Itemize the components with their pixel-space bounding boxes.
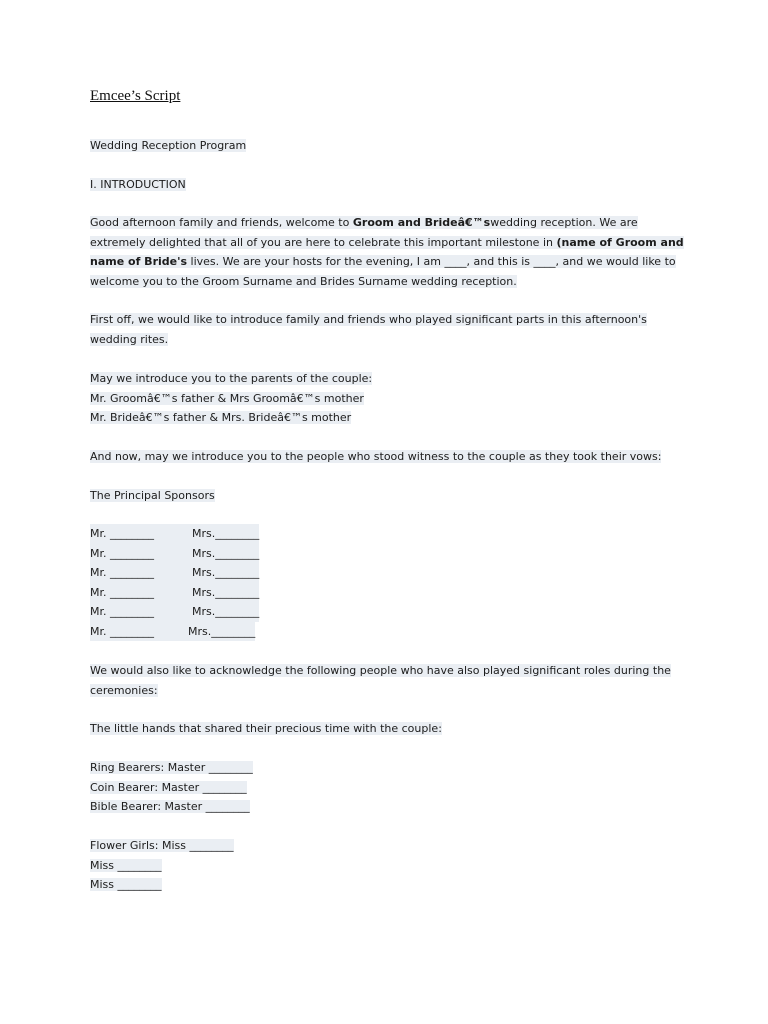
acknowledge-paragraph: We would also like to acknowledge the following people who have also played significant roles during the ceremonies: (90, 664, 671, 697)
bearers-list (90, 758, 690, 817)
document-title: Emcee’s Script (90, 88, 181, 104)
parents-section (90, 369, 690, 428)
coin-bearer-line: Coin Bearer: Master ________ (90, 780, 247, 794)
sponsor-row: Mr. ________ Mrs.________ (90, 622, 259, 642)
sponsor-row: Mr. ________ Mrs.________ (90, 544, 259, 564)
bride-parents: Mr. Brideâ€™s father & Mrs. Brideâ€™s mother (90, 411, 352, 424)
ring-bearer-line: Ring Bearers: Master ________ (90, 761, 253, 774)
sponsor-row: Mr. ________ Mrs.________ (90, 524, 259, 544)
parents-intro: May we introduce you to the parents of the couple: (90, 372, 373, 385)
groom-parents: Mr. Groomâ€™s father & Mrs Groomâ€™s mother (90, 391, 364, 405)
flower-girl-line: Miss ________ (90, 878, 162, 891)
sponsor-row: Mr. ________ Mrs.________ (90, 602, 259, 622)
bible-bearer-line: Bible Bearer: Master ________ (90, 800, 250, 813)
section-heading: I. INTRODUCTION (90, 178, 186, 191)
program-heading: Wedding Reception Program (90, 139, 247, 152)
welcome-paragraph: Good afternoon family and friends, welcome to Groom and Brideâ€™swedding reception. We are extremely delighted that all of you are here to celebrate this important milestone in (name of Groom and name of Bride's lives. We are your hosts for the evening, I am ____, and this is ____, and we would like to welcome you to the Groom Surname and Brides Surname wedding reception. (90, 216, 684, 288)
sponsors-list (90, 524, 259, 641)
little-hands-line: The little hands that shared their precious time with the couple: (90, 722, 442, 735)
flower-girls-list (90, 836, 690, 895)
sponsor-row: Mr. ________ Mrs.________ (90, 563, 259, 583)
sponsors-heading: The Principal Sponsors (90, 489, 215, 502)
sponsor-row: Mr. ________ Mrs.________ (90, 583, 259, 603)
flower-girl-line: Flower Girls: Miss ________ (90, 839, 234, 852)
introduction-paragraph: First off, we would like to introduce family and friends who played significant parts in this afternoon's wedding rites. (90, 313, 647, 346)
witness-intro: And now, may we introduce you to the people who stood witness to the couple as they took their vows: (90, 450, 662, 463)
flower-girl-line: Miss ________ (90, 858, 162, 872)
